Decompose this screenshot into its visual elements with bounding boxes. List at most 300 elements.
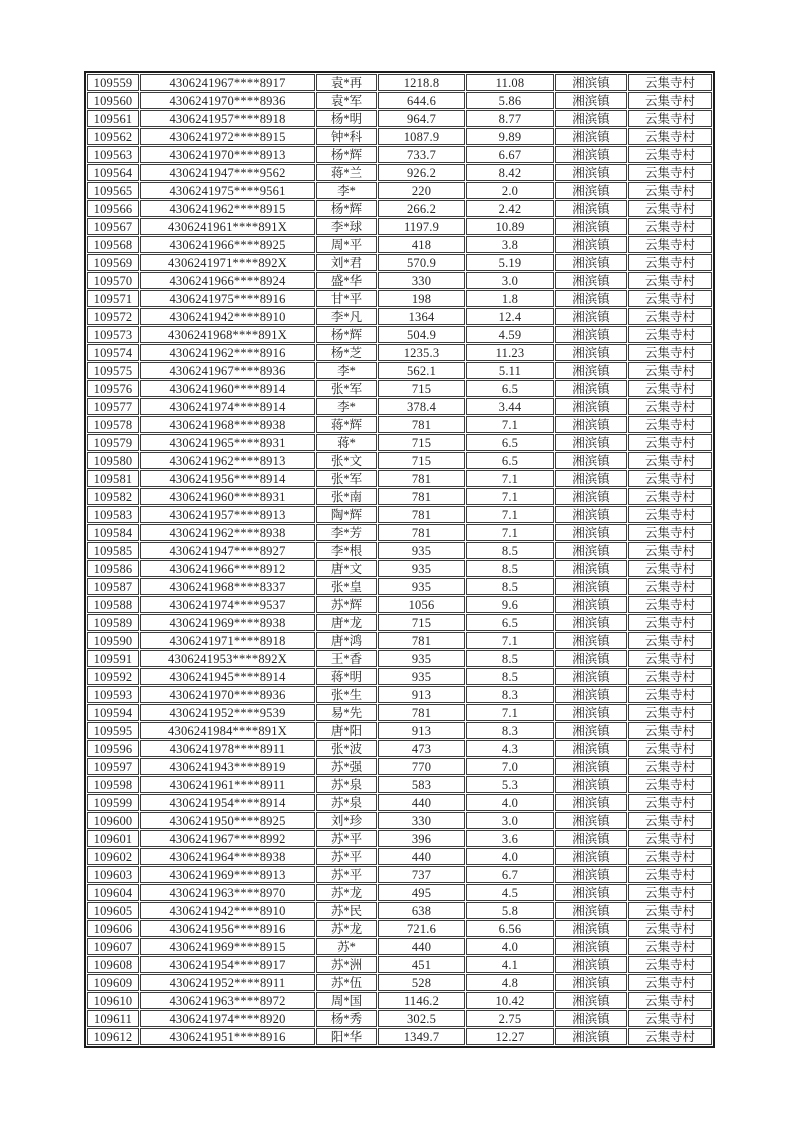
- serial-cell: 109571: [87, 290, 139, 307]
- amount-cell: 1146.2: [378, 992, 465, 1009]
- table-row: [87, 848, 712, 865]
- table-row: [87, 362, 712, 379]
- town-cell: 湘滨镇: [555, 1028, 627, 1045]
- village-cell: 云集寺村: [628, 506, 712, 523]
- village-cell: 云集寺村: [628, 470, 712, 487]
- name-cell: 张*南: [316, 488, 377, 505]
- table-row: [87, 884, 712, 901]
- serial-cell: 109591: [87, 650, 139, 667]
- village-cell: 云集寺村: [628, 992, 712, 1009]
- village-cell: 云集寺村: [628, 380, 712, 397]
- village-cell: 云集寺村: [628, 758, 712, 775]
- amount-cell: 781: [378, 416, 465, 433]
- town-cell: 湘滨镇: [555, 452, 627, 469]
- town-cell: 湘滨镇: [555, 542, 627, 559]
- name-cell: 唐*文: [316, 560, 377, 577]
- town-cell: 湘滨镇: [555, 1010, 627, 1027]
- rate-cell: 8.5: [466, 650, 554, 667]
- id-number-cell: 4306241947****9562: [140, 164, 315, 181]
- amount-cell: 504.9: [378, 326, 465, 343]
- name-cell: 苏*强: [316, 758, 377, 775]
- name-cell: 张*生: [316, 686, 377, 703]
- town-cell: 湘滨镇: [555, 290, 627, 307]
- serial-cell: 109562: [87, 128, 139, 145]
- town-cell: 湘滨镇: [555, 722, 627, 739]
- serial-cell: 109612: [87, 1028, 139, 1045]
- id-number-cell: 4306241968****8337: [140, 578, 315, 595]
- rate-cell: 4.3: [466, 740, 554, 757]
- id-number-cell: 4306241969****8913: [140, 866, 315, 883]
- rate-cell: 8.77: [466, 110, 554, 127]
- rate-cell: 8.5: [466, 560, 554, 577]
- amount-cell: 495: [378, 884, 465, 901]
- town-cell: 湘滨镇: [555, 740, 627, 757]
- id-number-cell: 4306241962****8915: [140, 200, 315, 217]
- amount-cell: 781: [378, 506, 465, 523]
- village-cell: 云集寺村: [628, 128, 712, 145]
- serial-cell: 109604: [87, 884, 139, 901]
- serial-cell: 109589: [87, 614, 139, 631]
- name-cell: 苏*泉: [316, 794, 377, 811]
- village-cell: 云集寺村: [628, 416, 712, 433]
- table-row: [87, 380, 712, 397]
- serial-cell: 109566: [87, 200, 139, 217]
- table-row: [87, 452, 712, 469]
- amount-cell: 715: [378, 614, 465, 631]
- name-cell: 钟*科: [316, 128, 377, 145]
- village-cell: 云集寺村: [628, 704, 712, 721]
- village-cell: 云集寺村: [628, 938, 712, 955]
- id-number-cell: 4306241943****8919: [140, 758, 315, 775]
- amount-cell: 781: [378, 704, 465, 721]
- village-cell: 云集寺村: [628, 272, 712, 289]
- table-row: [87, 704, 712, 721]
- serial-cell: 109600: [87, 812, 139, 829]
- name-cell: 苏*民: [316, 902, 377, 919]
- town-cell: 湘滨镇: [555, 758, 627, 775]
- rate-cell: 7.0: [466, 758, 554, 775]
- rate-cell: 3.0: [466, 812, 554, 829]
- id-number-cell: 4306241975****8916: [140, 290, 315, 307]
- name-cell: 陶*辉: [316, 506, 377, 523]
- rate-cell: 4.0: [466, 848, 554, 865]
- table-row: [87, 218, 712, 235]
- rate-cell: 7.1: [466, 704, 554, 721]
- id-number-cell: 4306241957****8913: [140, 506, 315, 523]
- id-number-cell: 4306241978****8911: [140, 740, 315, 757]
- rate-cell: 2.42: [466, 200, 554, 217]
- village-cell: 云集寺村: [628, 632, 712, 649]
- amount-cell: 781: [378, 524, 465, 541]
- serial-cell: 109574: [87, 344, 139, 361]
- village-cell: 云集寺村: [628, 614, 712, 631]
- name-cell: 蒋*辉: [316, 416, 377, 433]
- name-cell: 李*球: [316, 218, 377, 235]
- amount-cell: 440: [378, 848, 465, 865]
- serial-cell: 109602: [87, 848, 139, 865]
- town-cell: 湘滨镇: [555, 380, 627, 397]
- amount-cell: 913: [378, 686, 465, 703]
- rate-cell: 8.3: [466, 722, 554, 739]
- id-number-cell: 4306241952****8911: [140, 974, 315, 991]
- serial-cell: 109608: [87, 956, 139, 973]
- serial-cell: 109605: [87, 902, 139, 919]
- name-cell: 苏*洲: [316, 956, 377, 973]
- table-row: [87, 398, 712, 415]
- serial-cell: 109583: [87, 506, 139, 523]
- village-cell: 云集寺村: [628, 74, 712, 91]
- village-cell: 云集寺村: [628, 200, 712, 217]
- serial-cell: 109588: [87, 596, 139, 613]
- amount-cell: 926.2: [378, 164, 465, 181]
- rate-cell: 6.5: [466, 434, 554, 451]
- id-number-cell: 4306241942****8910: [140, 902, 315, 919]
- serial-cell: 109584: [87, 524, 139, 541]
- town-cell: 湘滨镇: [555, 92, 627, 109]
- town-cell: 湘滨镇: [555, 128, 627, 145]
- rate-cell: 2.75: [466, 1010, 554, 1027]
- id-number-cell: 4306241952****9539: [140, 704, 315, 721]
- name-cell: 盛*华: [316, 272, 377, 289]
- town-cell: 湘滨镇: [555, 218, 627, 235]
- table-row: [87, 956, 712, 973]
- serial-cell: 109559: [87, 74, 139, 91]
- town-cell: 湘滨镇: [555, 830, 627, 847]
- name-cell: 苏*泉: [316, 776, 377, 793]
- serial-cell: 109596: [87, 740, 139, 757]
- id-number-cell: 4306241945****8914: [140, 668, 315, 685]
- id-number-cell: 4306241954****8917: [140, 956, 315, 973]
- rate-cell: 3.8: [466, 236, 554, 253]
- records-table: [84, 71, 715, 1048]
- amount-cell: 418: [378, 236, 465, 253]
- amount-cell: 1056: [378, 596, 465, 613]
- name-cell: 张*文: [316, 452, 377, 469]
- serial-cell: 109575: [87, 362, 139, 379]
- town-cell: 湘滨镇: [555, 704, 627, 721]
- serial-cell: 109585: [87, 542, 139, 559]
- name-cell: 苏*龙: [316, 920, 377, 937]
- village-cell: 云集寺村: [628, 92, 712, 109]
- amount-cell: 737: [378, 866, 465, 883]
- town-cell: 湘滨镇: [555, 272, 627, 289]
- amount-cell: 1197.9: [378, 218, 465, 235]
- town-cell: 湘滨镇: [555, 344, 627, 361]
- table-row: [87, 650, 712, 667]
- amount-cell: 781: [378, 488, 465, 505]
- id-number-cell: 4306241967****8936: [140, 362, 315, 379]
- serial-cell: 109590: [87, 632, 139, 649]
- town-cell: 湘滨镇: [555, 596, 627, 613]
- town-cell: 湘滨镇: [555, 866, 627, 883]
- table-row: [87, 632, 712, 649]
- rate-cell: 9.6: [466, 596, 554, 613]
- village-cell: 云集寺村: [628, 308, 712, 325]
- name-cell: 袁*再: [316, 74, 377, 91]
- serial-cell: 109598: [87, 776, 139, 793]
- town-cell: 湘滨镇: [555, 920, 627, 937]
- serial-cell: 109565: [87, 182, 139, 199]
- id-number-cell: 4306241956****8916: [140, 920, 315, 937]
- table-row: [87, 272, 712, 289]
- id-number-cell: 4306241961****8911: [140, 776, 315, 793]
- table-row: [87, 434, 712, 451]
- table-row: [87, 776, 712, 793]
- serial-cell: 109560: [87, 92, 139, 109]
- rate-cell: 5.3: [466, 776, 554, 793]
- table-row: [87, 470, 712, 487]
- table-row: [87, 902, 712, 919]
- serial-cell: 109581: [87, 470, 139, 487]
- amount-cell: 528: [378, 974, 465, 991]
- rate-cell: 7.1: [466, 488, 554, 505]
- id-number-cell: 4306241974****9537: [140, 596, 315, 613]
- rate-cell: 4.5: [466, 884, 554, 901]
- table-row: [87, 812, 712, 829]
- table-row: [87, 974, 712, 991]
- town-cell: 湘滨镇: [555, 776, 627, 793]
- id-number-cell: 4306241962****8938: [140, 524, 315, 541]
- name-cell: 张*皇: [316, 578, 377, 595]
- town-cell: 湘滨镇: [555, 434, 627, 451]
- serial-cell: 109567: [87, 218, 139, 235]
- rate-cell: 3.0: [466, 272, 554, 289]
- id-number-cell: 4306241962****8913: [140, 452, 315, 469]
- serial-cell: 109610: [87, 992, 139, 1009]
- table-row: [87, 110, 712, 127]
- village-cell: 云集寺村: [628, 362, 712, 379]
- amount-cell: 715: [378, 434, 465, 451]
- amount-cell: 964.7: [378, 110, 465, 127]
- village-cell: 云集寺村: [628, 668, 712, 685]
- village-cell: 云集寺村: [628, 1028, 712, 1045]
- village-cell: 云集寺村: [628, 884, 712, 901]
- serial-cell: 109611: [87, 1010, 139, 1027]
- rate-cell: 12.4: [466, 308, 554, 325]
- rate-cell: 6.5: [466, 614, 554, 631]
- village-cell: 云集寺村: [628, 866, 712, 883]
- id-number-cell: 4306241971****892X: [140, 254, 315, 271]
- amount-cell: 644.6: [378, 92, 465, 109]
- amount-cell: 770: [378, 758, 465, 775]
- town-cell: 湘滨镇: [555, 164, 627, 181]
- rate-cell: 6.56: [466, 920, 554, 937]
- id-number-cell: 4306241953****892X: [140, 650, 315, 667]
- table-body: [87, 74, 712, 1045]
- serial-cell: 109569: [87, 254, 139, 271]
- table-row: [87, 236, 712, 253]
- amount-cell: 1087.9: [378, 128, 465, 145]
- serial-cell: 109594: [87, 704, 139, 721]
- name-cell: 杨*辉: [316, 326, 377, 343]
- table-row: [87, 1010, 712, 1027]
- name-cell: 苏*平: [316, 848, 377, 865]
- town-cell: 湘滨镇: [555, 506, 627, 523]
- village-cell: 云集寺村: [628, 560, 712, 577]
- id-number-cell: 4306241960****8914: [140, 380, 315, 397]
- town-cell: 湘滨镇: [555, 938, 627, 955]
- amount-cell: 440: [378, 794, 465, 811]
- town-cell: 湘滨镇: [555, 902, 627, 919]
- town-cell: 湘滨镇: [555, 470, 627, 487]
- table-row: [87, 92, 712, 109]
- table-row: [87, 146, 712, 163]
- id-number-cell: 4306241972****8915: [140, 128, 315, 145]
- name-cell: 周*国: [316, 992, 377, 1009]
- amount-cell: 330: [378, 812, 465, 829]
- town-cell: 湘滨镇: [555, 200, 627, 217]
- town-cell: 湘滨镇: [555, 794, 627, 811]
- table-row: [87, 920, 712, 937]
- table-row: [87, 326, 712, 343]
- town-cell: 湘滨镇: [555, 650, 627, 667]
- table-row: [87, 686, 712, 703]
- name-cell: 杨*明: [316, 110, 377, 127]
- town-cell: 湘滨镇: [555, 74, 627, 91]
- name-cell: 李*: [316, 182, 377, 199]
- name-cell: 王*香: [316, 650, 377, 667]
- serial-cell: 109577: [87, 398, 139, 415]
- village-cell: 云集寺村: [628, 434, 712, 451]
- name-cell: 袁*军: [316, 92, 377, 109]
- table-row: [87, 254, 712, 271]
- id-number-cell: 4306241963****8972: [140, 992, 315, 1009]
- serial-cell: 109603: [87, 866, 139, 883]
- village-cell: 云集寺村: [628, 236, 712, 253]
- amount-cell: 583: [378, 776, 465, 793]
- serial-cell: 109592: [87, 668, 139, 685]
- town-cell: 湘滨镇: [555, 668, 627, 685]
- name-cell: 蒋*: [316, 434, 377, 451]
- id-number-cell: 4306241968****891X: [140, 326, 315, 343]
- table-row: [87, 614, 712, 631]
- village-cell: 云集寺村: [628, 524, 712, 541]
- table-row: [87, 1028, 712, 1045]
- town-cell: 湘滨镇: [555, 884, 627, 901]
- amount-cell: 733.7: [378, 146, 465, 163]
- serial-cell: 109597: [87, 758, 139, 775]
- amount-cell: 473: [378, 740, 465, 757]
- table-row: [87, 416, 712, 433]
- town-cell: 湘滨镇: [555, 524, 627, 541]
- name-cell: 阳*华: [316, 1028, 377, 1045]
- serial-cell: 109606: [87, 920, 139, 937]
- amount-cell: 935: [378, 650, 465, 667]
- serial-cell: 109572: [87, 308, 139, 325]
- town-cell: 湘滨镇: [555, 614, 627, 631]
- town-cell: 湘滨镇: [555, 398, 627, 415]
- village-cell: 云集寺村: [628, 722, 712, 739]
- amount-cell: 451: [378, 956, 465, 973]
- name-cell: 李*芳: [316, 524, 377, 541]
- id-number-cell: 4306241971****8918: [140, 632, 315, 649]
- id-number-cell: 4306241966****8912: [140, 560, 315, 577]
- table-row: [87, 344, 712, 361]
- rate-cell: 4.0: [466, 794, 554, 811]
- table-row: [87, 992, 712, 1009]
- town-cell: 湘滨镇: [555, 182, 627, 199]
- rate-cell: 8.5: [466, 668, 554, 685]
- name-cell: 张*军: [316, 380, 377, 397]
- rate-cell: 7.1: [466, 470, 554, 487]
- name-cell: 刘*珍: [316, 812, 377, 829]
- table-row: [87, 578, 712, 595]
- amount-cell: 302.5: [378, 1010, 465, 1027]
- town-cell: 湘滨镇: [555, 146, 627, 163]
- village-cell: 云集寺村: [628, 218, 712, 235]
- id-number-cell: 4306241969****8938: [140, 614, 315, 631]
- village-cell: 云集寺村: [628, 794, 712, 811]
- amount-cell: 935: [378, 668, 465, 685]
- rate-cell: 6.5: [466, 380, 554, 397]
- village-cell: 云集寺村: [628, 902, 712, 919]
- rate-cell: 7.1: [466, 506, 554, 523]
- name-cell: 易*先: [316, 704, 377, 721]
- name-cell: 张*波: [316, 740, 377, 757]
- table-row: [87, 560, 712, 577]
- table-row: [87, 938, 712, 955]
- table-row: [87, 740, 712, 757]
- rate-cell: 5.19: [466, 254, 554, 271]
- village-cell: 云集寺村: [628, 596, 712, 613]
- name-cell: 蒋*明: [316, 668, 377, 685]
- id-number-cell: 4306241956****8914: [140, 470, 315, 487]
- name-cell: 杨*芝: [316, 344, 377, 361]
- id-number-cell: 4306241963****8970: [140, 884, 315, 901]
- id-number-cell: 4306241968****8938: [140, 416, 315, 433]
- village-cell: 云集寺村: [628, 146, 712, 163]
- name-cell: 刘*君: [316, 254, 377, 271]
- id-number-cell: 4306241962****8916: [140, 344, 315, 361]
- village-cell: 云集寺村: [628, 182, 712, 199]
- table-row: [87, 308, 712, 325]
- serial-cell: 109563: [87, 146, 139, 163]
- rate-cell: 6.5: [466, 452, 554, 469]
- serial-cell: 109582: [87, 488, 139, 505]
- amount-cell: 396: [378, 830, 465, 847]
- amount-cell: 1235.3: [378, 344, 465, 361]
- amount-cell: 935: [378, 560, 465, 577]
- amount-cell: 378.4: [378, 398, 465, 415]
- name-cell: 张*军: [316, 470, 377, 487]
- amount-cell: 220: [378, 182, 465, 199]
- rate-cell: 7.1: [466, 632, 554, 649]
- town-cell: 湘滨镇: [555, 488, 627, 505]
- serial-cell: 109599: [87, 794, 139, 811]
- id-number-cell: 4306241970****8936: [140, 686, 315, 703]
- serial-cell: 109573: [87, 326, 139, 343]
- id-number-cell: 4306241969****8915: [140, 938, 315, 955]
- name-cell: 唐*龙: [316, 614, 377, 631]
- id-number-cell: 4306241970****8936: [140, 92, 315, 109]
- rate-cell: 9.89: [466, 128, 554, 145]
- village-cell: 云集寺村: [628, 542, 712, 559]
- name-cell: 李*根: [316, 542, 377, 559]
- rate-cell: 4.59: [466, 326, 554, 343]
- village-cell: 云集寺村: [628, 488, 712, 505]
- town-cell: 湘滨镇: [555, 974, 627, 991]
- town-cell: 湘滨镇: [555, 110, 627, 127]
- name-cell: 苏*平: [316, 830, 377, 847]
- rate-cell: 2.0: [466, 182, 554, 199]
- amount-cell: 198: [378, 290, 465, 307]
- rate-cell: 11.08: [466, 74, 554, 91]
- amount-cell: 715: [378, 380, 465, 397]
- rate-cell: 5.86: [466, 92, 554, 109]
- id-number-cell: 4306241967****8917: [140, 74, 315, 91]
- amount-cell: 440: [378, 938, 465, 955]
- amount-cell: 638: [378, 902, 465, 919]
